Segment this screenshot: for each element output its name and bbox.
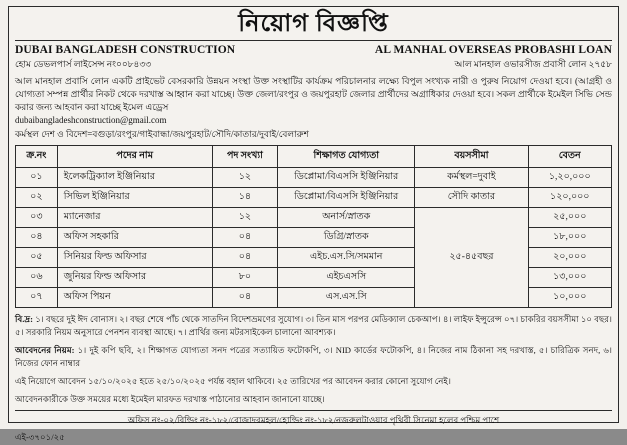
cell-vacancy-count: ০৪ [212,288,278,308]
title-divider [15,40,612,41]
right-organization-license: আল মানহাল ওভারসীজ প্রবাসী লোন ২৭৫৮ [454,59,612,70]
cell-salary: ১০,০০০ [528,288,611,308]
cell-vacancy-count: ১২ [212,208,278,228]
cell-salary: ১,২০,০০০ [528,168,611,188]
notes-section [15,313,612,339]
cell-post-name: ইলেকট্রিক্যাল ইঞ্জিনিয়ার [57,168,212,188]
cell-post-name: ম্যানেজার [57,208,212,228]
cell-salary: ২৫,০০০ [528,208,611,228]
deadline-text: এই নিয়োগে আবেদন ১৫/১০/২০২৫ হতে ২৫/১০/২০২৫ পর্যন্ত বহাল থাকিবে। ২৫ তারিখের পর আবেদন করার কোনো সুযোগ নেই। [15,375,451,386]
header-vacancy-count: পদ সংখ্যা [212,146,278,168]
header-serial: ক্র.নং [16,146,58,168]
table-row [16,208,612,228]
cell-vacancy-count: ০৪ [212,228,278,248]
right-organization-name: AL MANHAL OVERSEAS PROBASHI LOAN [374,44,612,57]
notes-text: ১। বছরে দুই ঈদ বোনাস। ২। বছর শেষে পাঁচ থেকে সাতদিন বিদেশভ্রমণের সুযোগ। ৩। তিন মাস পরপর মেডিক্যাল চেকআপ। ৪। লাইফ ইন্সুরেন্স ০৭। চাকরির বয়সসীমা ১০ বছর। ৫। সরকারি নিয়ম অনুসারে পেনশন ব্যবস্থা আছে। ৭। প্রার্থির জন্য মটরসাইকেল চালানো আবশ্যক। [15,314,612,338]
cell-education: অনার্স/স্নাতক [278,208,415,228]
header-education: শিক্ষাগত যোগ্যতা [278,146,415,168]
cell-post-name: সিনিয়র ফিল্ড অফিসার [57,248,212,268]
cell-education: এইচ.এস.সি/সমমান [278,248,415,268]
cell-vacancy-count: ০৪ [212,248,278,268]
cell-serial: ০৭ [16,288,58,308]
application-text: ১। দুই কপি ছবি, ২। শিক্ষাগত যোগ্যতা সনদ পত্রের সত্যায়িত ফটোকপি, ৩। NID কার্ডের ফটোকপি, ৪। নিজের নাম ঠিকানা সহ দরখাস্ত, ৫। চারিত্রিক সনদ, ৬। নিজের ফোন নাম্বার [15,345,612,368]
cell-serial: ০৬ [16,268,58,288]
cell-age-limit: সৌদি কাতার [415,188,528,208]
work-locations [15,128,612,142]
cell-post-name: অফিস সহকারি [57,228,212,248]
circular-body-text: আল মানহাল প্রবাসি লোন একটি প্রাইভেট বেসরকারি উন্নয়ন সংস্থা উক্ত সংস্থাটির কার্যক্রম পরিচালনার লক্ষ্যে বিপুল সংখ্যক নারী ও পুরুষ নিয়োগ দেওয়া হবে। (আগ্রহী ও যোগ্যতা সম্পন্ন প্রার্থীর নিকট থেকে দরখাস্ত আহ্বান করা যাচ্ছে। উক্ত জেলা/রংপুর ও জয়পুরহাট জেলার প্রার্থীদের অগ্রাধিকার দেওয়া হবে। সকল প্রার্থীকে ইমেইল সিভি সেন্ড করার জন্য আহবান করা যাচ্ছে ইমেল এড্রেস [15,76,612,113]
cell-serial: ০৩ [16,208,58,228]
work-locations-label: কর্মস্থল দেশ ও বিদেশ [15,128,88,139]
footer-divider [15,410,612,411]
application-label: আবেদনের নিয়ম: [15,345,75,356]
deadline-note: আবেদনকারীকে উক্ত সময়ের মধ্যে ইমেইল মারফত দরখাস্ত পাঠানোর আহবান জানানো যাচ্ছে। [15,393,325,404]
cell-vacancy-count: ১২ [212,168,278,188]
left-organization-license: হোম ডেভলপার্স লাইসেন্স নং০০৮৪৩৩ [15,59,152,70]
footer-row [15,428,612,445]
cell-salary: ২০,০০০ [528,248,611,268]
table-row [16,168,612,188]
table-row [16,188,612,208]
cell-post-name: অফিস পিয়ন [57,288,212,308]
cell-education: ডিগ্রি/স্নাতক [278,228,415,248]
organization-header [15,44,612,72]
cell-post-name: জুনিয়র ফিল্ড অফিসার [57,268,212,288]
cell-age-limit: কর্মস্থল=দুবাই [415,168,528,188]
vacancy-table [15,145,612,308]
header-salary: বেতন [528,146,611,168]
header-age-limit: বয়সসীমা [415,146,528,168]
cell-salary: ১৮,০০০ [528,228,611,248]
cell-serial: ০৪ [16,228,58,248]
header-post-name: পদের নাম [57,146,212,168]
cell-post-name: সিভিল ইঞ্জিনিয়ার [57,188,212,208]
cell-salary: ১২০,০০০ [528,188,611,208]
cell-salary: ১৩,০০০ [528,268,611,288]
left-organization-name: DUBAI BANGLADESH CONSTRUCTION [15,44,236,57]
cell-serial: ০২ [16,188,58,208]
table-header-row [16,146,612,168]
right-organization [375,44,612,72]
cell-education: ডিপ্লোমা/বিএসসি ইঞ্জিনিয়ার [278,188,415,208]
office-address: অফিস নং-০২/বিল্ডিং নং-১৮২/রোজাদরমহল/হোল্ডিং নং-১৮২/নজরুলটাওয়ার পৃথিবী সিনেমা হলের পশ্চিম পাশে [127,414,500,425]
cell-vacancy-count: ১৪ [212,188,278,208]
circular-sheet [8,6,619,442]
contact-email[interactable]: dubaibangladeshconstruction@gmail.com [15,115,167,126]
cell-vacancy-count: ৮০ [212,268,278,288]
cell-serial: ০৫ [16,248,58,268]
memo-number: এই-৩৭০১/২৫ [15,431,65,442]
page-title: নিয়োগ বিজ্ঞপ্তি [238,11,389,37]
application-section [15,344,612,370]
cell-education: এস.এস.সি [278,288,415,308]
work-locations-value: =বগুড়া/রংপুর/গাইবান্ধা/জয়পুরহাট/সৌদি/কাতার/দুবাই/বেলারুশ [87,128,309,139]
cell-serial: ০১ [16,168,58,188]
cell-age-limit: ২৫-৪৫বছর [415,208,528,308]
cell-education: ডিপ্লোমা/বিএসসি ইঞ্জিনিয়ার [278,168,415,188]
cell-education: এইচএসসি [278,268,415,288]
notes-label: বি.দ্র: [15,314,33,325]
left-organization [15,44,235,72]
